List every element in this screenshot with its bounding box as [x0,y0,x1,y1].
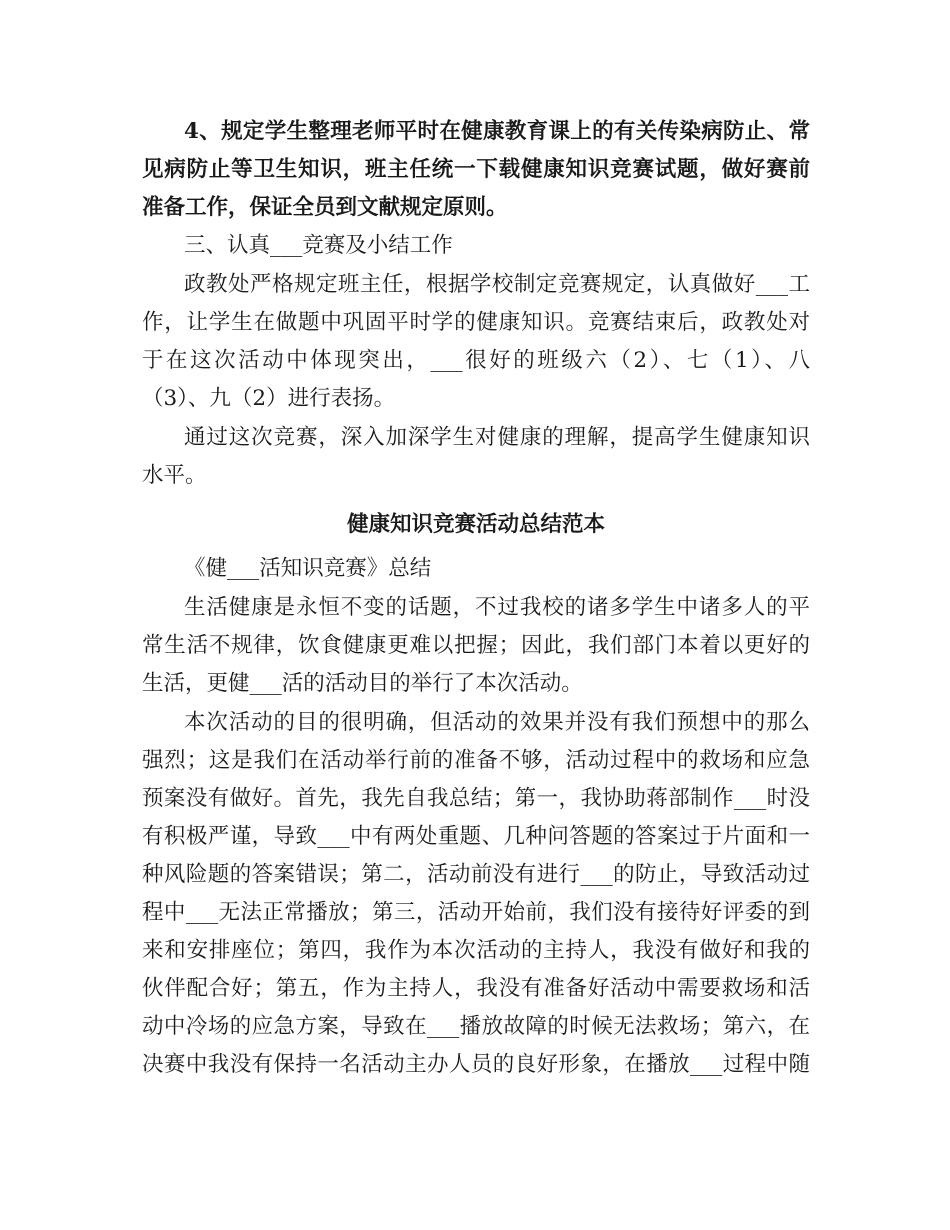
section-3-p1-line-3: 于在这次活动中体现突出，___很好的班级六（2）、七（1）、八 [142,348,810,373]
summary-subtitle: 《健___活知识竞赛》总结 [184,556,432,581]
paragraph-b-line-6: 程中___无法正常播放；第三，活动开始前，我们没有接待好评委的到 [142,900,810,925]
section-3-p1-line-4: （3）、九（2）进行表扬。 [142,386,396,411]
paragraph-b-line-9: 动中冷场的应急方案，导致在___播放故障的时候无法救场；第六，在 [142,1014,810,1039]
paragraph-b-line-5: 种风险题的答案错误；第二，活动前没有进行___的防止，导致活动过 [142,862,810,887]
section-3-p1-line-1: 政教处严格规定班主任，根据学校制定竞赛规定，认真做好___工 [184,272,810,297]
paragraph-a-line-2: 常生活不规律，饮食健康更难以把握；因此，我们部门本着以更好的 [142,633,810,658]
paragraph-a-line-1: 生活健康是永恒不变的话题，不过我校的诸多学生中诸多人的平 [184,595,810,620]
paragraph-b-line-7: 来和安排座位；第四，我作为本次活动的主持人，我没有做好和我的 [142,938,810,963]
paragraph-a-line-3: 生活，更健___活的活动目的举行了本次活动。 [142,671,583,696]
paragraph-4-line-2: 见病防止等卫生知识，班主任统一下载健康知识竞赛试题，做好赛前 [142,157,810,182]
section-3-heading: 三、认真___竞赛及小结工作 [184,233,453,258]
paragraph-b-line-2: 强烈；这是我们在活动举行前的准备不够，活动过程中的救场和应急 [142,748,810,773]
paragraph-b-line-4: 有积极严谨，导致___中有两处重题、几种问答题的答案过于片面和一 [142,824,810,849]
paragraph-4-line-3: 准备工作，保证全员到文献规定原则。 [142,195,508,220]
paragraph-b-line-1: 本次活动的目的很明确，但活动的效果并没有我们预想中的那么 [184,710,810,735]
section-3-p2-line-2: 水平。 [142,463,207,488]
document-title: 健康知识竞赛活动总结范本 [346,512,605,537]
section-3-p2-line-1: 通过这次竞赛，深入加深学生对健康的理解，提高学生健康知识 [184,425,810,450]
section-3-p1-line-2: 作，让学生在做题中巩固平时学的健康知识。竞赛结束后，政教处对 [142,310,810,335]
paragraph-b-line-3: 预案没有做好。首先，我先自我总结；第一，我协助蒋部制作___时没 [142,786,810,811]
paragraph-4-line-1: 4、规定学生整理老师平时在健康教育课上的有关传染病防止、常 [184,119,810,144]
paragraph-b-line-8: 伙伴配合好；第五，作为主持人，我没有准备好活动中需要救场和活 [142,976,810,1001]
paragraph-b-line-10: 决赛中我没有保持一名活动主办人员的良好形象，在播放___过程中随 [142,1052,810,1077]
